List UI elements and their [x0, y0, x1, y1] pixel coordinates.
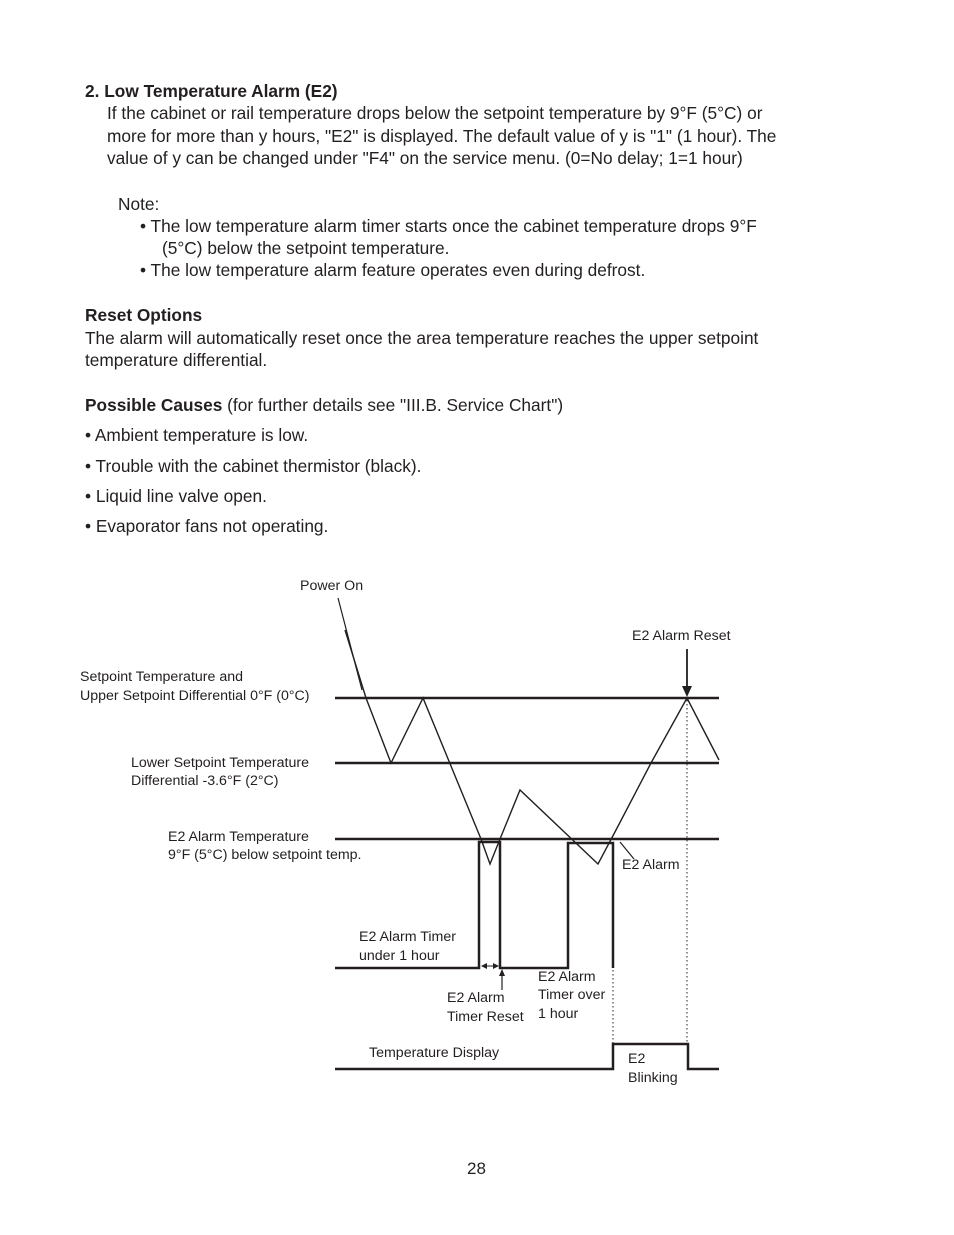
- setpoint-label: Setpoint Temperature and: [80, 669, 244, 685]
- cause-item: • Trouble with the cabinet thermistor (black).: [85, 456, 422, 476]
- reset-heading: Reset Options: [85, 305, 203, 325]
- note-bullet: • The low temperature alarm feature operates even during defrost.: [140, 260, 646, 280]
- timer-under-label: E2 Alarm Timer: [359, 929, 456, 945]
- section-paragraph-line: value of y can be changed under "F4" on the service menu. (0=No delay; 1=1 hour): [107, 148, 743, 168]
- reset-line: The alarm will automatically reset once the area temperature reaches the upper setpoint: [85, 328, 759, 348]
- lower-setpoint-label: Differential -3.6°F (2°C): [131, 773, 279, 789]
- setpoint-label: Upper Setpoint Differential 0°F (0°C): [80, 688, 310, 704]
- cause-item: • Evaporator fans not operating.: [85, 516, 329, 536]
- e2-alarm-label: E2 Alarm: [622, 857, 680, 873]
- timer-over-label: E2 Alarm: [538, 969, 596, 985]
- power-on-label: Power On: [300, 578, 364, 594]
- reset-line: temperature differential.: [85, 350, 268, 370]
- lower-setpoint-label: Lower Setpoint Temperature: [131, 755, 309, 771]
- e2-blinking-label: Blinking: [628, 1070, 678, 1086]
- section-paragraph-line: more for more than y hours, "E2" is displayed. The default value of y is "1" (1 hour). The: [107, 126, 777, 146]
- section-heading: 2. Low Temperature Alarm (E2): [85, 81, 338, 101]
- e2-blinking-label: E2: [628, 1051, 646, 1067]
- causes-subtitle: (for further details see "III.B. Service Chart"): [222, 395, 564, 415]
- note-bullet: • The low temperature alarm timer starts once the cabinet temperature drops 9°F: [140, 216, 757, 236]
- alarm-reset-arrowhead: [682, 686, 692, 697]
- e2-temperature-label: E2 Alarm Temperature: [168, 829, 309, 845]
- timer-reset-label: E2 Alarm: [447, 990, 505, 1006]
- causes-heading: Possible Causes: [85, 395, 223, 415]
- timer-over-label: Timer over: [538, 987, 606, 1003]
- note-label: Note:: [118, 194, 160, 214]
- note-bullet-continuation: (5°C) below the setpoint temperature.: [162, 238, 450, 258]
- e2-alarm-reset-label: E2 Alarm Reset: [632, 628, 731, 644]
- timer-reset-label: Timer Reset: [447, 1009, 524, 1025]
- page-number: 28: [467, 1159, 486, 1178]
- temperature-display-label: Temperature Display: [369, 1045, 500, 1061]
- cause-item: • Ambient temperature is low.: [85, 425, 309, 445]
- section-paragraph-line: If the cabinet or rail temperature drops below the setpoint temperature by 9°F (5°C) or: [107, 103, 763, 123]
- timer-under-label: under 1 hour: [359, 948, 440, 964]
- temperature-trace: [345, 630, 719, 864]
- e2-temperature-label: 9°F (5°C) below setpoint temp.: [168, 847, 362, 863]
- cause-item: • Liquid line valve open.: [85, 486, 267, 506]
- timer-over-label: 1 hour: [538, 1006, 579, 1022]
